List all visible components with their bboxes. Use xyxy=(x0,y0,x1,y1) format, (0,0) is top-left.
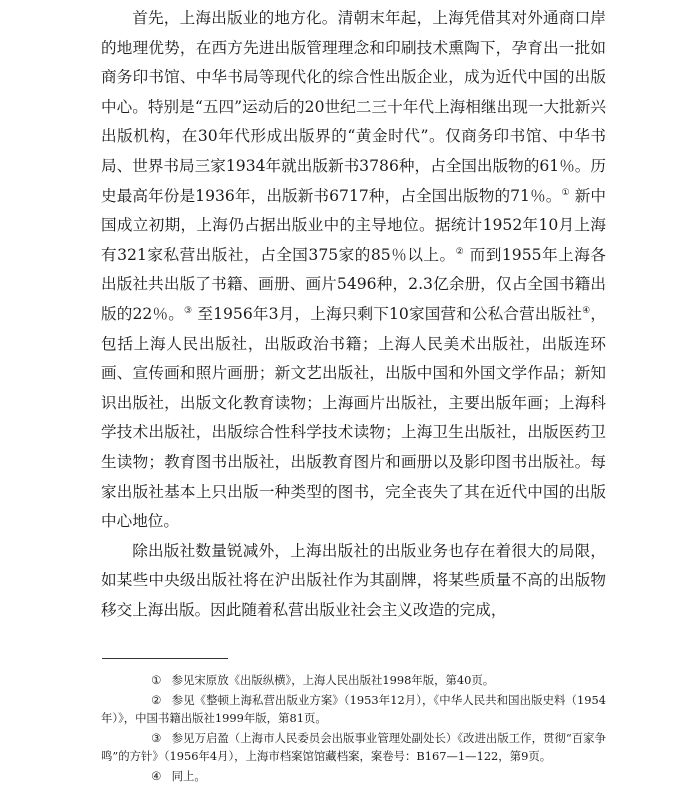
footnote-ref-2[interactable]: ② xyxy=(455,246,465,257)
footnote-number: ③ xyxy=(151,730,162,745)
paragraph-1-seg-6: 至1956年3月，上海只剩下10家国营和公私合营出版社 xyxy=(192,304,583,323)
paragraph-1-seg-8: ，包括上海人民出版社，出版政治书籍；上海人民美术出版社，出版连环画、宣传画和照片画册；新文艺出版社，出版中国和外国文学作品；新知识出版社，出版文化教育读物；上海画片出版社，主要出版年画；上海科学技术出版社，出版综合性科学技术读物；上海卫生出版社，出版医药卫生读物；教育图书出版社，出版教育图片和画册以及影印图书出版社。每家出版社基本上只出版一种类型的图书，完全丧失了其在近代中国的出版中心地位。 xyxy=(101,304,607,531)
footnotes xyxy=(101,671,606,787)
footnote-4 xyxy=(101,767,606,786)
paragraph-1-seg-0: 首先，上海出版业的地方化。清朝末年起，上海凭借其对外通商口岸的地理优势，在西方先进出版管理理念和印刷技术熏陶下，孕育出一批如商务印书馆、中华书局等现代化的综合性出版企业，成为近代中国的出版中心。特别是“五四”运动后的20世纪二三十年代上海相继出现一大批新兴出版机构，在30年代形成出版界的“黄金时代”。仅商务印书馆、中华书局、世界书局三家1934年就出版新书3786种，占全国出版物的61％。历史最高年份是1936年，出版新书6717种，占全国出版物的71％。 xyxy=(101,9,606,205)
paragraph-1-seg-2: 新中国成立初期，上海仍占据出版业中的主导地位。据统计1952年10月上海有321家私营出版社，占全国375家的85％以上。 xyxy=(101,186,606,264)
body-text xyxy=(101,4,606,625)
footnote-divider xyxy=(102,658,228,659)
footnote-ref-3[interactable]: ③ xyxy=(183,305,193,316)
paragraph-2 xyxy=(101,537,606,626)
paragraph-2-seg-0: 除出版社数量锐减外，上海出版社的出版业务也存在着很大的局限，如某些中央级出版社将在沪出版社作为其副牌，将某些质量不高的出版物移交上海出版。因此随着私营出版业社会主义改造的完成， xyxy=(101,541,606,619)
footnote-text: 同上。 xyxy=(171,768,206,783)
footnote-number: ④ xyxy=(151,768,162,783)
paragraph-1 xyxy=(101,4,606,537)
footnote-2 xyxy=(101,691,606,728)
footnote-ref-1[interactable]: ① xyxy=(561,187,570,198)
footnote-number: ② xyxy=(151,692,162,707)
footnote-1 xyxy=(101,671,606,690)
footnote-text: 参见万启盈（上海市人民委员会出版事业管理处副处长）《改进出版工作，贯彻“百家争鸣”的方针》（1956年4月），上海市档案馆馆藏档案，案卷号：B167—1—122，第9页。 xyxy=(101,730,606,764)
footnote-ref-4[interactable]: ④ xyxy=(582,305,591,316)
paragraph-1-seg-4: 而到1955年上海各出版社共出版了书籍、画册、画片5496种，2.3亿余册，仅占全国书籍出版的22％。 xyxy=(101,245,606,323)
footnote-text: 参见宋原放《出版纵横》，上海人民出版社1998年版，第40页。 xyxy=(171,673,495,687)
footnote-text: 参见《整顿上海私营出版业方案》（1953年12月），《中华人民共和国出版史料（1954年）》，中国书籍出版社1999年版，第81页。 xyxy=(101,692,606,726)
footnote-3 xyxy=(101,729,606,766)
footnote-number: ① xyxy=(151,673,162,687)
